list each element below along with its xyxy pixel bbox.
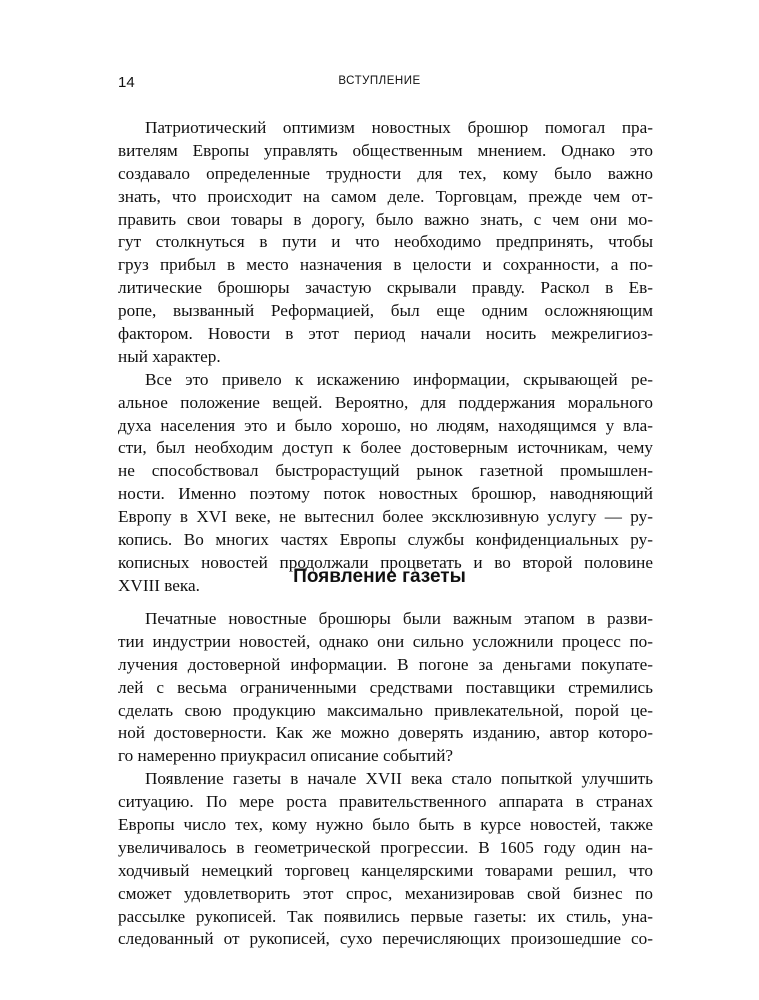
text-line: знать, что происходит на самом деле. Торговцам, прежде чем от- — [118, 186, 653, 206]
text-line: Печатные новостные брошюры были важным этапом в разви- — [145, 609, 653, 628]
text-line: ропе, вызванный Реформацией, был еще одним осложняющим — [118, 301, 653, 321]
text-line: увеличивалось в геометрической прогрессии. В 1605 году один на- — [118, 837, 653, 857]
text-line: Патриотический оптимизм новостных брошюр помогал пра- — [145, 118, 653, 137]
text-line: ситуацию. По мере роста правительственного аппарата в странах — [118, 792, 653, 812]
text-line: лей с весьма ограниченными средствами поставщики стремились — [118, 677, 653, 697]
paragraph — [118, 768, 653, 951]
paragraph — [118, 369, 653, 598]
text-line: кописных новостей продолжали процветать и во второй половине — [118, 552, 653, 572]
text-line: ный характер. — [118, 346, 221, 366]
text-line: литические брошюры зачастую скрывали правду. Раскол в Ев- — [118, 278, 653, 298]
text-line: альное положение вещей. Вероятно, для поддержания морального — [118, 392, 653, 412]
section-1-body — [118, 117, 653, 598]
paragraph — [118, 608, 653, 768]
text-line: фактором. Новости в этот период начали носить межрелигиоз- — [118, 324, 653, 344]
text-line: тии индустрии новостей, однако они сильно усложнили процесс по- — [118, 631, 653, 651]
running-head: ВСТУПЛЕНИЕ — [338, 75, 421, 87]
text-line: Появление газеты в начале XVII века стало попыткой улучшить — [145, 769, 653, 789]
text-line: создавало определенные трудности для тех, кому было важно — [118, 163, 653, 183]
text-line: Европу в XVI веке, не вытеснил более эксклюзивную услугу — ру- — [118, 507, 653, 527]
paragraph — [118, 117, 653, 369]
text-line: духа населения это и было хорошо, но людям, находящимся у вла- — [118, 415, 653, 435]
page-number: 14 — [118, 74, 135, 91]
text-line: ности. Именно поэтому поток новостных брошюр, наводняющий — [118, 484, 653, 504]
text-line: XVIII века. — [118, 575, 200, 595]
text-line: копись. Во многих частях Европы службы конфиденциальных ру- — [118, 530, 653, 550]
text-line: лучения достоверной информации. В погоне за деньгами покупате- — [118, 654, 653, 674]
text-line: рассылке рукописей. Так появились первые газеты: их стиль, уна- — [118, 906, 653, 926]
text-line: не способствовал быстрорастущий рынок газетной промышлен- — [118, 461, 653, 481]
section-heading: Появление газеты — [293, 566, 466, 587]
text-line: гут столкнуться в пути и что необходимо предпринять, чтобы — [118, 232, 653, 252]
text-line: ходчивый немецкий торговец канцелярскими товарами решил, что — [118, 860, 653, 880]
text-line: груз прибыл в место назначения в целости и сохранности, а по- — [118, 255, 653, 275]
text-line: го намеренно приукрасил описание событий? — [118, 746, 454, 766]
text-line: Все это привело к искажению информации, скрывающей ре- — [145, 369, 653, 389]
text-line: следованный от рукописей, сухо перечисляющих произошедшие со- — [118, 929, 653, 949]
text-line: сделать свою продукцию максимально привлекательной, порой це- — [118, 700, 653, 720]
text-line: править свои товары в дорогу, было важно знать, с чем они мо- — [118, 209, 653, 229]
text-line: сти, был необходим доступ к более достоверным источникам, чему — [118, 438, 653, 458]
text-line: сможет удовлетворить этот спрос, механизировав свой бизнес по — [118, 883, 653, 903]
text-line: Европы число тех, кому нужно было быть в курсе новостей, также — [118, 815, 653, 835]
section-2-body — [118, 608, 653, 951]
text-line: ной достоверности. Как же можно доверять изданию, автор которо- — [118, 723, 653, 743]
text-line: вителям Европы управлять общественным мнением. Однако это — [118, 140, 653, 160]
